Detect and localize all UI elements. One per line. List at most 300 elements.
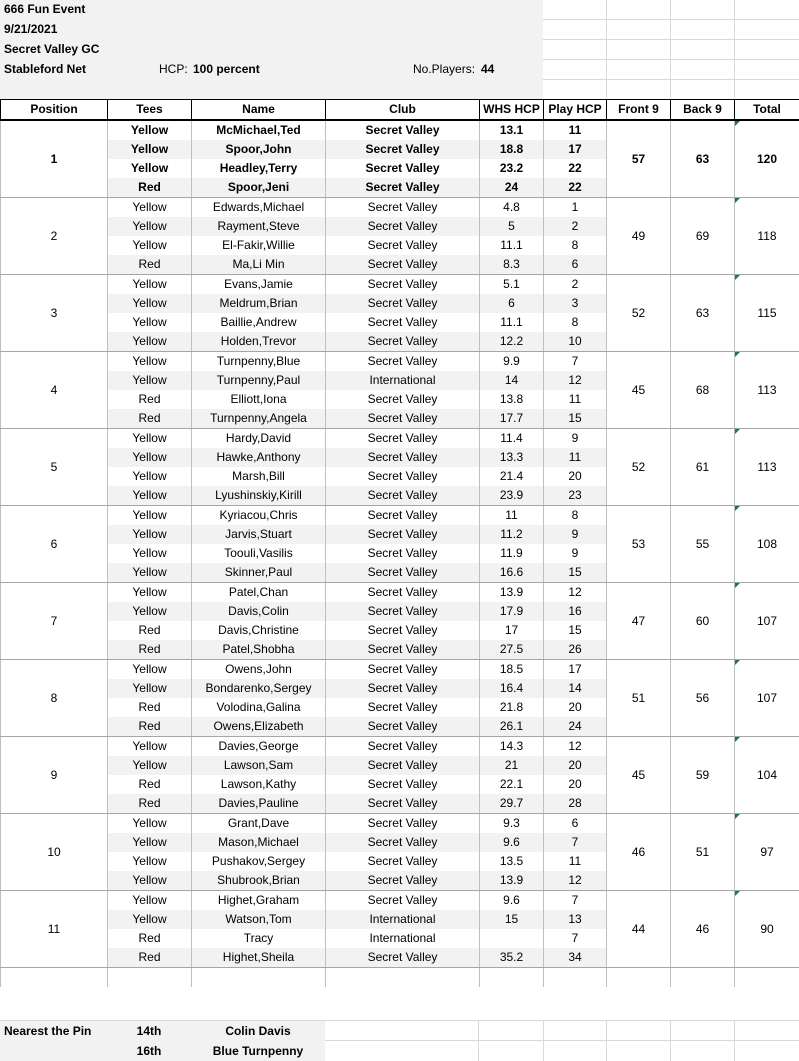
nearest-pin-label: Nearest the Pin: [4, 1024, 92, 1038]
whs-hcp-cell: 9.6: [480, 833, 544, 852]
event-title: 666 Fun Event: [4, 2, 86, 16]
tees-cell: Yellow: [108, 294, 192, 313]
tees-cell: Yellow: [108, 313, 192, 332]
play-hcp-cell: 8: [544, 506, 607, 526]
whs-hcp-cell: 13.8: [480, 390, 544, 409]
col-club: Club: [326, 100, 480, 121]
tees-cell: Yellow: [108, 352, 192, 372]
back-9-score: 68: [671, 352, 735, 429]
tees-cell: Yellow: [108, 679, 192, 698]
tees-cell: Red: [108, 794, 192, 814]
whs-hcp-cell: 13.3: [480, 448, 544, 467]
front-9-score: 44: [607, 891, 671, 968]
nearest-the-pin-section: [0, 1020, 799, 1061]
player-row: [1, 583, 799, 603]
tees-cell: Yellow: [108, 737, 192, 757]
tees-cell: Yellow: [108, 120, 192, 140]
play-hcp-cell: 2: [544, 217, 607, 236]
player-name-cell: Turnpenny,Paul: [192, 371, 326, 390]
club-cell: Secret Valley: [326, 794, 480, 814]
play-hcp-cell: 6: [544, 814, 607, 834]
player-name-cell: Pushakov,Sergey: [192, 852, 326, 871]
play-hcp-cell: 14: [544, 679, 607, 698]
tees-cell: Yellow: [108, 814, 192, 834]
club-cell: Secret Valley: [326, 525, 480, 544]
player-name-cell: Hawke,Anthony: [192, 448, 326, 467]
position-cell: 1: [1, 120, 108, 198]
whs-hcp-cell: 11.1: [480, 313, 544, 332]
club-cell: Secret Valley: [326, 236, 480, 255]
player-name-cell: Headley,Terry: [192, 159, 326, 178]
whs-hcp-cell: 13.5: [480, 852, 544, 871]
whs-hcp-cell: 35.2: [480, 948, 544, 968]
play-hcp-cell: 8: [544, 313, 607, 332]
play-hcp-cell: 12: [544, 871, 607, 891]
club-cell: Secret Valley: [326, 178, 480, 198]
front-9-score: 52: [607, 429, 671, 506]
player-row: [1, 660, 799, 680]
empty-cell: [671, 968, 735, 988]
total-score: 90: [735, 891, 799, 968]
total-score: 113: [735, 352, 799, 429]
empty-cell: [607, 968, 671, 988]
play-hcp-cell: 26: [544, 640, 607, 660]
play-hcp-cell: 20: [544, 756, 607, 775]
tees-cell: Yellow: [108, 833, 192, 852]
col-whs-hcp: WHS HCP: [480, 100, 544, 121]
player-name-cell: Toouli,Vasilis: [192, 544, 326, 563]
play-hcp-cell: 3: [544, 294, 607, 313]
player-name-cell: Jarvis,Stuart: [192, 525, 326, 544]
col-tees: Tees: [108, 100, 192, 121]
tees-cell: Red: [108, 948, 192, 968]
empty-cell: [544, 968, 607, 988]
club-cell: Secret Valley: [326, 429, 480, 449]
whs-hcp-cell: 26.1: [480, 717, 544, 737]
tees-cell: Red: [108, 621, 192, 640]
club-cell: Secret Valley: [326, 332, 480, 352]
club-cell: Secret Valley: [326, 467, 480, 486]
total-score: 104: [735, 737, 799, 814]
play-hcp-cell: 7: [544, 891, 607, 911]
player-row: [1, 429, 799, 449]
play-hcp-cell: 15: [544, 621, 607, 640]
player-name-cell: El-Fakir,Willie: [192, 236, 326, 255]
club-cell: Secret Valley: [326, 660, 480, 680]
tees-cell: Yellow: [108, 332, 192, 352]
player-row: [1, 814, 799, 834]
back-9-score: 69: [671, 198, 735, 275]
play-hcp-cell: 11: [544, 852, 607, 871]
play-hcp-cell: 34: [544, 948, 607, 968]
tees-cell: Yellow: [108, 891, 192, 911]
whs-hcp-cell: 15: [480, 910, 544, 929]
club-cell: Secret Valley: [326, 140, 480, 159]
play-hcp-cell: 12: [544, 371, 607, 390]
whs-hcp-cell: 23.2: [480, 159, 544, 178]
position-cell: 2: [1, 198, 108, 275]
club-cell: Secret Valley: [326, 833, 480, 852]
player-name-cell: Owens,Elizabeth: [192, 717, 326, 737]
club-cell: Secret Valley: [326, 948, 480, 968]
tees-cell: Yellow: [108, 525, 192, 544]
event-header: [0, 0, 543, 99]
total-score: 107: [735, 660, 799, 737]
whs-hcp-cell: 17.9: [480, 602, 544, 621]
tees-cell: Red: [108, 390, 192, 409]
club-cell: Secret Valley: [326, 294, 480, 313]
tees-cell: Yellow: [108, 871, 192, 891]
tees-cell: Yellow: [108, 429, 192, 449]
position-cell: 3: [1, 275, 108, 352]
club-cell: Secret Valley: [326, 409, 480, 429]
pin-hole-2: 16th: [136, 1044, 162, 1058]
tees-cell: Yellow: [108, 371, 192, 390]
play-hcp-cell: 9: [544, 544, 607, 563]
player-row: [1, 506, 799, 526]
pin-hole-1: 14th: [136, 1024, 162, 1038]
player-name-cell: Spoor,Jeni: [192, 178, 326, 198]
spacer-row: [1, 968, 799, 988]
play-hcp-cell: 7: [544, 833, 607, 852]
tees-cell: Yellow: [108, 910, 192, 929]
club-cell: Secret Valley: [326, 563, 480, 583]
club-cell: Secret Valley: [326, 679, 480, 698]
player-name-cell: Edwards,Michael: [192, 198, 326, 218]
whs-hcp-cell: 16.4: [480, 679, 544, 698]
play-hcp-cell: 13: [544, 910, 607, 929]
front-9-score: 45: [607, 737, 671, 814]
column-header-row: [1, 100, 799, 121]
empty-cell: [480, 968, 544, 988]
club-cell: Secret Valley: [326, 698, 480, 717]
club-cell: Secret Valley: [326, 255, 480, 275]
whs-hcp-cell: 11.9: [480, 544, 544, 563]
club-cell: Secret Valley: [326, 506, 480, 526]
player-row: [1, 352, 799, 372]
empty-grid-area: [543, 0, 799, 99]
whs-hcp-cell: 11.1: [480, 236, 544, 255]
col-position: Position: [1, 100, 108, 121]
club-cell: Secret Valley: [326, 198, 480, 218]
player-name-cell: Rayment,Steve: [192, 217, 326, 236]
play-hcp-cell: 1: [544, 198, 607, 218]
club-cell: International: [326, 929, 480, 948]
whs-hcp-cell: 24: [480, 178, 544, 198]
total-score: 113: [735, 429, 799, 506]
club-cell: Secret Valley: [326, 871, 480, 891]
back-9-score: 63: [671, 120, 735, 198]
player-name-cell: Davis,Christine: [192, 621, 326, 640]
play-hcp-cell: 6: [544, 255, 607, 275]
course-name: Secret Valley GC: [4, 42, 100, 56]
whs-hcp-cell: 9.3: [480, 814, 544, 834]
club-cell: Secret Valley: [326, 602, 480, 621]
player-name-cell: Spoor,John: [192, 140, 326, 159]
play-hcp-cell: 12: [544, 737, 607, 757]
back-9-score: 59: [671, 737, 735, 814]
whs-hcp-cell: 13.1: [480, 120, 544, 140]
col-total: Total: [735, 100, 799, 121]
whs-hcp-cell: 14.3: [480, 737, 544, 757]
club-cell: Secret Valley: [326, 640, 480, 660]
play-hcp-cell: 20: [544, 775, 607, 794]
club-cell: Secret Valley: [326, 814, 480, 834]
back-9-score: 46: [671, 891, 735, 968]
tees-cell: Red: [108, 255, 192, 275]
player-row: [1, 275, 799, 295]
play-hcp-cell: 28: [544, 794, 607, 814]
player-name-cell: Davies,Pauline: [192, 794, 326, 814]
hcp-value: 100 percent: [193, 62, 260, 76]
player-name-cell: Volodina,Galina: [192, 698, 326, 717]
players-label: No.Players:: [413, 62, 476, 76]
whs-hcp-cell: 21: [480, 756, 544, 775]
player-name-cell: Highet,Graham: [192, 891, 326, 911]
empty-cell: [1, 968, 108, 988]
whs-hcp-cell: 5: [480, 217, 544, 236]
whs-hcp-cell: 22.1: [480, 775, 544, 794]
player-name-cell: Turnpenny,Angela: [192, 409, 326, 429]
player-row: [1, 120, 799, 140]
whs-hcp-cell: 11.2: [480, 525, 544, 544]
play-hcp-cell: 9: [544, 525, 607, 544]
tees-cell: Yellow: [108, 852, 192, 871]
play-hcp-cell: 17: [544, 660, 607, 680]
total-score: 120: [735, 120, 799, 198]
tees-cell: Yellow: [108, 563, 192, 583]
club-cell: Secret Valley: [326, 775, 480, 794]
tees-cell: Yellow: [108, 275, 192, 295]
position-cell: 8: [1, 660, 108, 737]
position-cell: 11: [1, 891, 108, 968]
tees-cell: Red: [108, 775, 192, 794]
position-cell: 6: [1, 506, 108, 583]
club-cell: Secret Valley: [326, 313, 480, 332]
whs-hcp-cell: 17.7: [480, 409, 544, 429]
whs-hcp-cell: [480, 929, 544, 948]
results-table: [0, 99, 799, 987]
player-name-cell: Hardy,David: [192, 429, 326, 449]
club-cell: Secret Valley: [326, 583, 480, 603]
player-name-cell: Davies,George: [192, 737, 326, 757]
position-cell: 10: [1, 814, 108, 891]
event-date: 9/21/2021: [4, 22, 58, 36]
club-cell: Secret Valley: [326, 352, 480, 372]
player-name-cell: Patel,Chan: [192, 583, 326, 603]
tees-cell: Red: [108, 717, 192, 737]
club-cell: Secret Valley: [326, 891, 480, 911]
player-name-cell: Marsh,Bill: [192, 467, 326, 486]
tees-cell: Red: [108, 640, 192, 660]
player-name-cell: Lawson,Sam: [192, 756, 326, 775]
tees-cell: Red: [108, 178, 192, 198]
club-cell: Secret Valley: [326, 486, 480, 506]
tees-cell: Yellow: [108, 486, 192, 506]
players-value: 44: [481, 62, 495, 76]
position-cell: 4: [1, 352, 108, 429]
club-cell: Secret Valley: [326, 120, 480, 140]
club-cell: Secret Valley: [326, 275, 480, 295]
position-cell: 9: [1, 737, 108, 814]
position-cell: 7: [1, 583, 108, 660]
player-name-cell: Turnpenny,Blue: [192, 352, 326, 372]
whs-hcp-cell: 4.8: [480, 198, 544, 218]
player-name-cell: Bondarenko,Sergey: [192, 679, 326, 698]
empty-cell: [192, 968, 326, 988]
player-name-cell: Holden,Trevor: [192, 332, 326, 352]
play-hcp-cell: 2: [544, 275, 607, 295]
pin-winner-1: Colin Davis: [225, 1024, 291, 1038]
position-cell: 5: [1, 429, 108, 506]
tees-cell: Yellow: [108, 756, 192, 775]
whs-hcp-cell: 21.8: [480, 698, 544, 717]
total-score: 108: [735, 506, 799, 583]
whs-hcp-cell: 8.3: [480, 255, 544, 275]
player-name-cell: Highet,Sheila: [192, 948, 326, 968]
front-9-score: 45: [607, 352, 671, 429]
club-cell: International: [326, 910, 480, 929]
play-hcp-cell: 20: [544, 698, 607, 717]
player-name-cell: Skinner,Paul: [192, 563, 326, 583]
player-name-cell: Lawson,Kathy: [192, 775, 326, 794]
player-name-cell: Patel,Shobha: [192, 640, 326, 660]
player-name-cell: Grant,Dave: [192, 814, 326, 834]
col-play-hcp: Play HCP: [544, 100, 607, 121]
club-cell: Secret Valley: [326, 217, 480, 236]
whs-hcp-cell: 9.9: [480, 352, 544, 372]
whs-hcp-cell: 13.9: [480, 871, 544, 891]
player-name-cell: Owens,John: [192, 660, 326, 680]
whs-hcp-cell: 5.1: [480, 275, 544, 295]
front-9-score: 49: [607, 198, 671, 275]
play-hcp-cell: 7: [544, 352, 607, 372]
total-score: 97: [735, 814, 799, 891]
play-hcp-cell: 8: [544, 236, 607, 255]
play-hcp-cell: 23: [544, 486, 607, 506]
tees-cell: Yellow: [108, 159, 192, 178]
whs-hcp-cell: 18.8: [480, 140, 544, 159]
tees-cell: Yellow: [108, 448, 192, 467]
whs-hcp-cell: 9.6: [480, 891, 544, 911]
play-hcp-cell: 11: [544, 448, 607, 467]
play-hcp-cell: 15: [544, 563, 607, 583]
play-hcp-cell: 9: [544, 429, 607, 449]
tees-cell: Yellow: [108, 544, 192, 563]
club-cell: Secret Valley: [326, 852, 480, 871]
tees-cell: Yellow: [108, 236, 192, 255]
pin-winner-2: Blue Turnpenny: [212, 1044, 304, 1058]
player-name-cell: Kyriacou,Chris: [192, 506, 326, 526]
tees-cell: Yellow: [108, 140, 192, 159]
whs-hcp-cell: 23.9: [480, 486, 544, 506]
player-name-cell: Tracy: [192, 929, 326, 948]
club-cell: Secret Valley: [326, 448, 480, 467]
whs-hcp-cell: 17: [480, 621, 544, 640]
play-hcp-cell: 12: [544, 583, 607, 603]
play-hcp-cell: 10: [544, 332, 607, 352]
play-hcp-cell: 20: [544, 467, 607, 486]
club-cell: Secret Valley: [326, 717, 480, 737]
col-front-9: Front 9: [607, 100, 671, 121]
whs-hcp-cell: 16.6: [480, 563, 544, 583]
tees-cell: Yellow: [108, 602, 192, 621]
tees-cell: Red: [108, 929, 192, 948]
back-9-score: 56: [671, 660, 735, 737]
whs-hcp-cell: 21.4: [480, 467, 544, 486]
front-9-score: 47: [607, 583, 671, 660]
club-cell: Secret Valley: [326, 737, 480, 757]
whs-hcp-cell: 13.9: [480, 583, 544, 603]
total-score: 107: [735, 583, 799, 660]
front-9-score: 51: [607, 660, 671, 737]
whs-hcp-cell: 29.7: [480, 794, 544, 814]
tees-cell: Red: [108, 409, 192, 429]
player-name-cell: Baillie,Andrew: [192, 313, 326, 332]
back-9-score: 51: [671, 814, 735, 891]
whs-hcp-cell: 14: [480, 371, 544, 390]
play-hcp-cell: 15: [544, 409, 607, 429]
player-name-cell: Elliott,Iona: [192, 390, 326, 409]
player-name-cell: McMichael,Ted: [192, 120, 326, 140]
empty-cell: [108, 968, 192, 988]
player-name-cell: Meldrum,Brian: [192, 294, 326, 313]
play-hcp-cell: 22: [544, 159, 607, 178]
play-hcp-cell: 16: [544, 602, 607, 621]
player-row: [1, 737, 799, 757]
total-score: 118: [735, 198, 799, 275]
player-name-cell: Lyushinskiy,Kirill: [192, 486, 326, 506]
play-hcp-cell: 11: [544, 390, 607, 409]
club-cell: Secret Valley: [326, 159, 480, 178]
empty-cell: [326, 968, 480, 988]
player-name-cell: Davis,Colin: [192, 602, 326, 621]
club-cell: International: [326, 371, 480, 390]
whs-hcp-cell: 11: [480, 506, 544, 526]
tees-cell: Red: [108, 698, 192, 717]
club-cell: Secret Valley: [326, 390, 480, 409]
player-name-cell: Shubrook,Brian: [192, 871, 326, 891]
back-9-score: 60: [671, 583, 735, 660]
back-9-score: 63: [671, 275, 735, 352]
tees-cell: Yellow: [108, 583, 192, 603]
back-9-score: 55: [671, 506, 735, 583]
tees-cell: Yellow: [108, 660, 192, 680]
whs-hcp-cell: 6: [480, 294, 544, 313]
play-hcp-cell: 17: [544, 140, 607, 159]
front-9-score: 52: [607, 275, 671, 352]
whs-hcp-cell: 18.5: [480, 660, 544, 680]
back-9-score: 61: [671, 429, 735, 506]
tees-cell: Yellow: [108, 198, 192, 218]
tees-cell: Yellow: [108, 467, 192, 486]
player-row: [1, 891, 799, 911]
club-cell: Secret Valley: [326, 756, 480, 775]
col-back-9: Back 9: [671, 100, 735, 121]
club-cell: Secret Valley: [326, 544, 480, 563]
competition-format: Stableford Net: [4, 62, 87, 76]
play-hcp-cell: 7: [544, 929, 607, 948]
club-cell: Secret Valley: [326, 621, 480, 640]
empty-cell: [735, 968, 799, 988]
player-name-cell: Mason,Michael: [192, 833, 326, 852]
hcp-label: HCP:: [159, 62, 188, 76]
player-name-cell: Watson,Tom: [192, 910, 326, 929]
whs-hcp-cell: 12.2: [480, 332, 544, 352]
player-row: [1, 198, 799, 218]
play-hcp-cell: 11: [544, 120, 607, 140]
front-9-score: 57: [607, 120, 671, 198]
